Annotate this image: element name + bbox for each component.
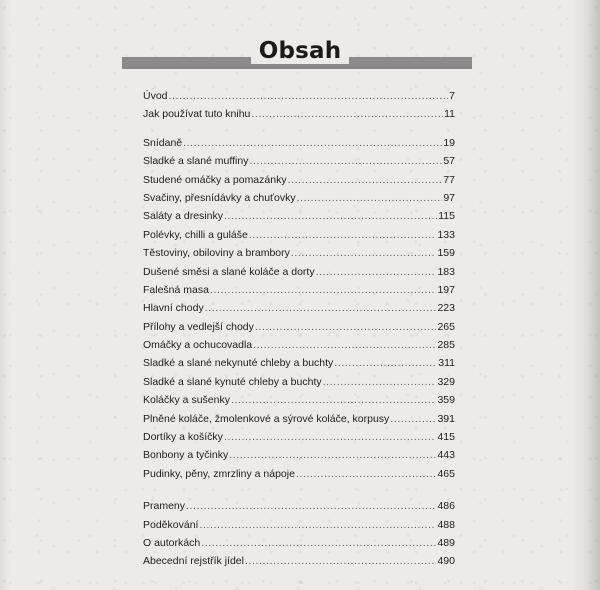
toc-entry[interactable] <box>143 537 455 555</box>
toc-entry-label: Poděkování <box>143 518 199 531</box>
toc-entry-label: Bonbony a tyčinky <box>143 449 229 462</box>
toc-entry-label: Snídaně <box>143 136 183 149</box>
toc-entry-label: Těstoviny, obiloviny a brambory <box>143 247 290 260</box>
toc-entry-page-number: 329 <box>437 375 455 388</box>
toc-entry-page-number: 465 <box>437 467 455 480</box>
toc-entry[interactable] <box>143 519 455 537</box>
toc-dot-leader <box>224 210 437 222</box>
toc-entry[interactable] <box>143 155 455 173</box>
toc-entry[interactable] <box>143 321 455 339</box>
table-of-contents <box>143 90 455 574</box>
toc-dot-leader <box>169 90 449 102</box>
toc-dot-leader <box>291 247 437 259</box>
toc-entry-label: Plněné koláče, žmolenkové a sýrové koláče, korpusy <box>143 412 390 425</box>
toc-dot-leader <box>229 449 436 461</box>
toc-entry-label: Saláty a dresinky <box>143 210 223 223</box>
toc-entry[interactable] <box>143 357 455 375</box>
toc-dot-leader <box>390 413 436 425</box>
toc-entry-page-number: 159 <box>437 247 455 260</box>
page-title <box>0 38 600 64</box>
toc-dot-leader <box>183 137 442 149</box>
toc-dot-leader <box>316 266 437 278</box>
toc-dot-leader <box>186 500 436 512</box>
toc-entry-page-number: 183 <box>437 265 455 278</box>
toc-entry-page-number: 97 <box>443 191 455 204</box>
toc-entry-label: Jak používat tuto knihu <box>143 108 251 121</box>
toc-entry[interactable] <box>143 339 455 357</box>
toc-entry-page-number: 311 <box>438 357 455 370</box>
toc-section-gap <box>143 127 455 137</box>
toc-entry-label: Prameny <box>143 500 186 513</box>
toc-entry-page-number: 486 <box>437 500 455 513</box>
toc-entry[interactable] <box>143 137 455 155</box>
toc-dot-leader <box>231 394 437 406</box>
toc-entry[interactable] <box>143 192 455 210</box>
toc-entry-label: O autorkách <box>143 536 201 549</box>
toc-entry-label: Omáčky a ochucovadla <box>143 339 253 352</box>
toc-dot-leader <box>288 174 443 186</box>
toc-entry-page-number: 77 <box>443 173 455 186</box>
toc-entry-label: Sladké a slané muffiny <box>143 155 249 168</box>
toc-dot-leader <box>249 229 437 241</box>
toc-entry[interactable] <box>143 108 455 126</box>
toc-entry-page-number: 285 <box>437 339 455 352</box>
toc-entry-label: Koláčky a sušenky <box>143 394 230 407</box>
toc-entry-label: Svačiny, přesnídávky a chuťovky <box>143 191 296 204</box>
toc-entry-page-number: 489 <box>437 536 455 549</box>
toc-dot-leader <box>249 155 442 167</box>
toc-entry-page-number: 133 <box>437 228 455 241</box>
toc-entry[interactable] <box>143 500 455 518</box>
toc-entry[interactable] <box>143 284 455 302</box>
toc-dot-leader <box>224 431 437 443</box>
toc-dot-leader <box>210 284 437 296</box>
toc-entry-page-number: 19 <box>443 136 455 149</box>
toc-dot-leader <box>255 321 437 333</box>
toc-dot-leader <box>334 357 437 369</box>
toc-entry[interactable] <box>143 468 455 486</box>
toc-entry[interactable] <box>143 394 455 412</box>
toc-entry-page-number: 488 <box>437 518 455 531</box>
toc-entry[interactable] <box>143 302 455 320</box>
toc-entry-page-number: 11 <box>444 108 455 121</box>
toc-dot-leader <box>296 468 437 480</box>
toc-entry[interactable] <box>143 174 455 192</box>
toc-entry-label: Sladké a slané kynuté chleby a buchty <box>143 375 322 388</box>
toc-entry-page-number: 115 <box>438 210 455 223</box>
toc-entry[interactable] <box>143 229 455 247</box>
toc-entry[interactable] <box>143 555 455 573</box>
toc-dot-leader <box>245 555 437 567</box>
toc-section-gap <box>143 486 455 500</box>
toc-entry[interactable] <box>143 413 455 431</box>
toc-entry[interactable] <box>143 266 455 284</box>
toc-entry-page-number: 490 <box>437 555 455 568</box>
toc-dot-leader <box>323 376 437 388</box>
page-left-edge <box>0 0 10 590</box>
toc-entry-label: Hlavní chody <box>143 302 204 315</box>
toc-entry-page-number: 223 <box>437 302 455 315</box>
toc-entry-page-number: 359 <box>437 394 455 407</box>
toc-entry[interactable] <box>143 449 455 467</box>
toc-entry-page-number: 443 <box>437 449 455 462</box>
toc-entry-label: Polévky, chilli a guláše <box>143 228 248 241</box>
toc-entry-label: Dušené směsi a slané koláče a dorty <box>143 265 315 278</box>
toc-entry-page-number: 391 <box>437 412 455 425</box>
toc-entry-page-number: 415 <box>437 431 455 444</box>
spine-shadow <box>572 0 600 590</box>
toc-dot-leader <box>199 519 436 531</box>
toc-entry-page-number: 7 <box>449 90 455 102</box>
toc-entry[interactable] <box>143 90 455 108</box>
page-title-text: Obsah <box>251 38 350 64</box>
toc-dot-leader <box>253 339 436 351</box>
toc-dot-leader <box>297 192 443 204</box>
toc-dot-leader <box>201 537 436 549</box>
toc-entry-label: Přílohy a vedlejší chody <box>143 320 254 333</box>
toc-dot-leader <box>205 302 437 314</box>
toc-entry[interactable] <box>143 376 455 394</box>
toc-entry-page-number: 197 <box>437 283 455 296</box>
toc-entry-page-number: 57 <box>443 155 455 168</box>
toc-entry[interactable] <box>143 431 455 449</box>
toc-entry-label: Pudinky, pěny, zmrzliny a nápoje <box>143 467 295 480</box>
toc-entry-page-number: 265 <box>437 320 455 333</box>
toc-entry-label: Sladké a slané nekynuté chleby a buchty <box>143 357 334 370</box>
toc-entry-label: Studené omáčky a pomazánky <box>143 173 287 186</box>
toc-entry-label: Dortíky a košíčky <box>143 431 223 444</box>
toc-entry-label: Abecední rejstřík jídel <box>143 555 244 568</box>
toc-entry[interactable] <box>143 247 455 265</box>
toc-entry-label: Úvod <box>143 90 168 102</box>
toc-dot-leader <box>251 108 443 120</box>
toc-entry[interactable] <box>143 210 455 228</box>
toc-entry-label: Falešná masa <box>143 283 209 296</box>
